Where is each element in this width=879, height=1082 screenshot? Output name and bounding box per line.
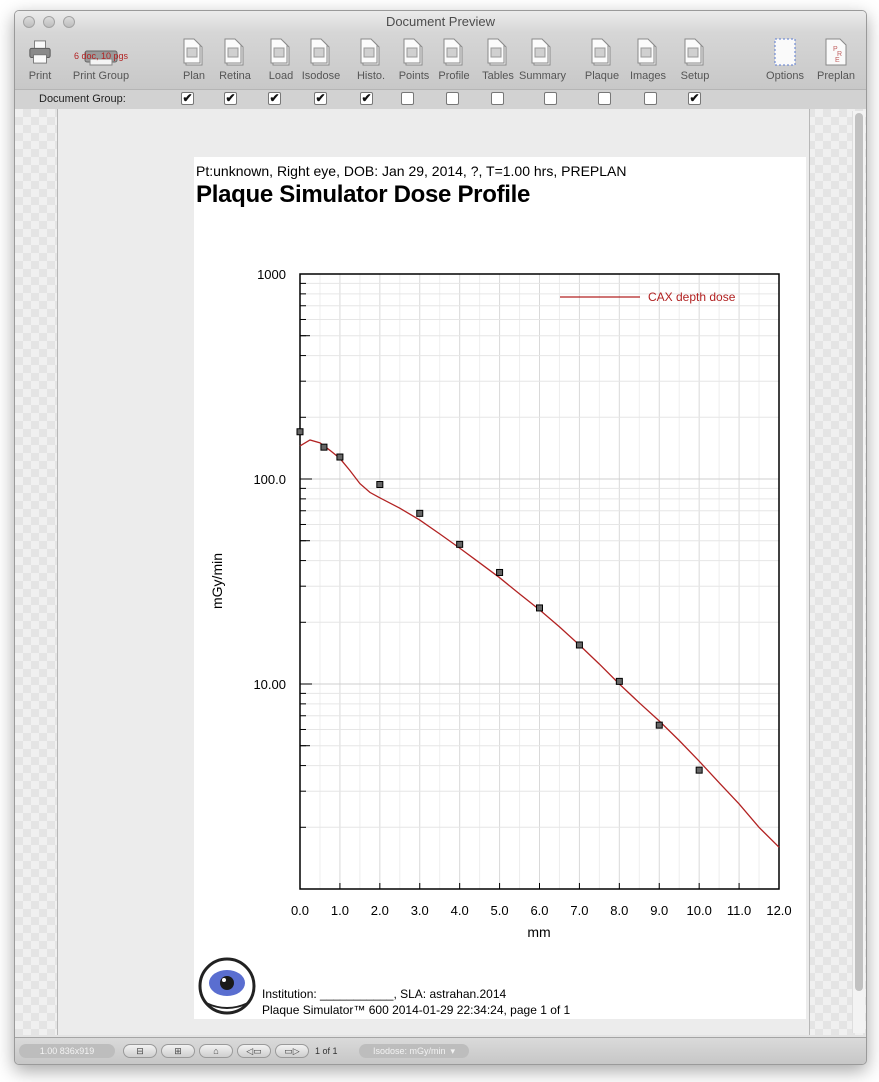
document-page — [194, 157, 806, 1019]
svg-text:R: R — [837, 51, 843, 58]
x-tick-label: 12.0 — [766, 903, 792, 918]
legend-label: CAX depth dose — [648, 290, 736, 304]
print-button[interactable] — [23, 37, 57, 82]
print-group-button[interactable] — [67, 37, 135, 82]
document-group-checkbox-11[interactable] — [644, 92, 657, 105]
data-point-marker — [297, 429, 303, 435]
document-group-label: Document Group: — [39, 93, 126, 105]
toolbar-item-label: Plan — [182, 70, 206, 82]
chart-grid — [300, 274, 779, 889]
summary-doc-icon — [530, 37, 554, 67]
document-group-checkbox-9[interactable] — [544, 92, 557, 105]
data-point-marker — [497, 569, 503, 575]
toolbar-plan-button[interactable] — [171, 37, 217, 82]
toolbar-isodose-button[interactable] — [298, 37, 344, 82]
points-doc-icon — [402, 37, 426, 67]
x-tick-label: 9.0 — [650, 903, 669, 918]
load-doc-icon — [269, 37, 293, 67]
document-group-checkbox-3[interactable]: ✔ — [269, 91, 280, 105]
x-tick-label: 0.0 — [290, 903, 310, 918]
document-title: Plaque Simulator Dose Profile — [196, 181, 531, 208]
options-button[interactable] — [763, 37, 807, 82]
patient-header: Pt:unknown, Right eye, DOB: Jan 29, 2014, ?, T=1.00 hrs, PREPLAN — [196, 163, 627, 179]
zoom-window-button[interactable] — [63, 16, 75, 28]
x-tick-label: 11.0 — [726, 903, 752, 918]
document-preview-window — [14, 10, 867, 1065]
data-point-marker — [616, 678, 622, 684]
x-tick-label: 8.0 — [610, 903, 629, 918]
y-axis-ticks — [253, 267, 312, 889]
x-tick-label: 7.0 — [570, 903, 589, 918]
plaque-doc-icon — [590, 37, 614, 67]
y-tick-label: 100.0 — [253, 472, 286, 487]
document-group-checkbox-4[interactable]: ✔ — [315, 91, 326, 105]
page-background — [57, 109, 810, 1035]
document-group-checkbox-7[interactable] — [446, 92, 459, 105]
document-group-checkbox-1[interactable]: ✔ — [182, 91, 193, 105]
retina-doc-icon — [223, 37, 247, 67]
zoom-in-button[interactable]: ⊞ — [161, 1044, 195, 1058]
toolbar-item-label: Retina — [219, 70, 251, 82]
home-button[interactable]: ⌂ — [199, 1044, 233, 1058]
toolbar-plaque-button[interactable] — [579, 37, 625, 82]
x-tick-label: 1.0 — [330, 903, 349, 918]
data-point-marker — [417, 510, 423, 516]
toolbar-item-label: Load — [268, 70, 294, 82]
data-point-marker — [576, 642, 582, 648]
toolbar-summary-button[interactable] — [519, 37, 565, 82]
zoom-size-readout: 1.00 836x919 — [19, 1044, 115, 1058]
isodose-doc-icon — [309, 37, 333, 67]
toolbar-item-label: Summary — [519, 70, 567, 82]
scrollbar-thumb[interactable] — [855, 113, 863, 991]
institution-footer: Institution: ___________, SLA: astrahan.2014 — [262, 987, 507, 1001]
status-bar — [15, 1037, 866, 1065]
y-tick-label: 1000 — [257, 267, 286, 282]
print-group-badge: 6 doc, 10 pgs — [73, 51, 129, 61]
page-counter: 1 of 1 — [315, 1046, 338, 1056]
close-window-button[interactable] — [23, 16, 35, 28]
toolbar-item-label: Plaque — [584, 70, 620, 82]
print-label: Print — [28, 70, 52, 82]
toolbar — [15, 33, 866, 89]
data-point-marker — [656, 722, 662, 728]
setup-doc-icon — [683, 37, 707, 67]
x-tick-label: 6.0 — [530, 903, 549, 918]
toolbar-item-label: Profile — [438, 70, 470, 82]
document-group-checkbox-8[interactable] — [491, 92, 504, 105]
data-point-marker — [377, 482, 383, 488]
toolbar-item-label: Setup — [680, 70, 710, 82]
tables-doc-icon — [486, 37, 510, 67]
printer-icon — [28, 37, 52, 67]
options-icon — [773, 37, 797, 67]
software-footer: Plaque Simulator™ 600 2014-01-29 22:34:24, page 1 of 1 — [262, 1003, 571, 1017]
profile-doc-icon — [442, 37, 466, 67]
data-point-marker — [696, 767, 702, 773]
preview-area[interactable] — [15, 109, 866, 1035]
toolbar-setup-button[interactable] — [672, 37, 718, 82]
document-group-checkbox-10[interactable] — [598, 92, 611, 105]
x-tick-label: 5.0 — [490, 903, 509, 918]
document-group-checkbox-2[interactable]: ✔ — [225, 91, 236, 105]
next-page-button[interactable]: ▭▷ — [275, 1044, 309, 1058]
preplan-icon — [824, 37, 848, 67]
toolbar-item-label: Tables — [482, 70, 514, 82]
data-point-marker — [457, 541, 463, 547]
toolbar-item-label: Histo. — [356, 70, 386, 82]
document-group-checkbox-5[interactable]: ✔ — [361, 91, 372, 105]
units-dropdown[interactable]: Isodose: mGy/min ▾ — [359, 1044, 469, 1058]
toolbar-item-label: Images — [629, 70, 667, 82]
zoom-out-button[interactable]: ⊟ — [123, 1044, 157, 1058]
data-point-marker — [537, 605, 543, 611]
toolbar-profile-button[interactable] — [431, 37, 477, 82]
toolbar-item-label: Isodose — [301, 70, 341, 82]
histogram-doc-icon — [359, 37, 383, 67]
dose-profile-chart — [194, 257, 806, 977]
vertical-scrollbar[interactable] — [852, 111, 865, 1033]
y-axis-label: mGy/min — [209, 553, 225, 609]
window-title: Document Preview — [385, 14, 496, 29]
title-bar — [15, 11, 866, 33]
x-tick-label: 2.0 — [370, 903, 389, 918]
x-tick-label: 10.0 — [686, 903, 712, 918]
svg-text:E: E — [835, 57, 840, 64]
toolbar-retina-button[interactable] — [212, 37, 258, 82]
x-tick-label: 4.0 — [450, 903, 469, 918]
toolbar-item-label: Points — [398, 70, 430, 82]
previous-page-button[interactable]: ◁▭ — [237, 1044, 271, 1058]
y-tick-label: 10.00 — [253, 677, 286, 692]
document-group-checkbox-12[interactable]: ✔ — [689, 91, 700, 105]
x-tick-label: 3.0 — [410, 903, 429, 918]
x-axis-label: mm — [527, 924, 551, 940]
print-group-label: Print Group — [72, 70, 130, 82]
toolbar-tables-button[interactable] — [475, 37, 521, 82]
preplan-label: Preplan — [817, 70, 855, 82]
toolbar-images-button[interactable] — [625, 37, 671, 82]
toolbar-histo-button[interactable] — [348, 37, 394, 82]
data-point-marker — [337, 454, 343, 460]
minimize-window-button[interactable] — [43, 16, 55, 28]
document-group-bar — [15, 89, 866, 110]
eye-physics-logo — [196, 955, 258, 1017]
svg-text:P: P — [833, 46, 838, 53]
preplan-button[interactable] — [813, 37, 859, 82]
options-label: Options — [766, 70, 804, 82]
data-point-marker — [321, 444, 327, 450]
plan-doc-icon — [182, 37, 206, 67]
images-doc-icon — [636, 37, 660, 67]
document-group-checkbox-6[interactable] — [401, 92, 414, 105]
